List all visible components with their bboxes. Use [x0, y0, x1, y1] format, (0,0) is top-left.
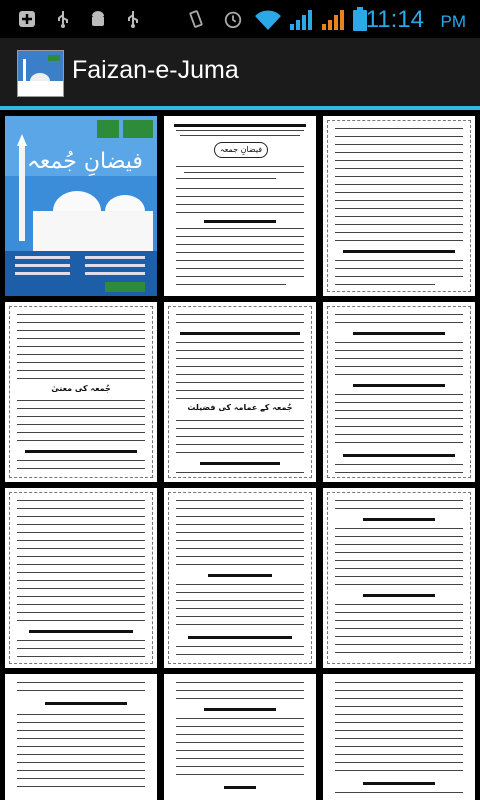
- status-time: 11:14: [365, 6, 424, 33]
- page-thumbnail-4[interactable]: [5, 302, 157, 482]
- action-bar: [0, 38, 480, 110]
- page-thumbnail-2[interactable]: [164, 116, 316, 296]
- page-thumbnail-7[interactable]: [5, 488, 157, 668]
- page-label: فیضانِ جمعہ: [214, 142, 268, 158]
- page-thumbnail-12[interactable]: [323, 674, 475, 800]
- wifi-icon: [254, 9, 282, 31]
- page-thumbnail-10[interactable]: [5, 674, 157, 800]
- page-thumbnail-9[interactable]: [323, 488, 475, 668]
- page-thumbnail-11[interactable]: [164, 674, 316, 800]
- app-title: Faizan-e-Juma: [72, 56, 239, 84]
- vibrate-icon: [185, 9, 207, 29]
- page-heading: جُمعہ کی معنیٰ: [51, 384, 111, 393]
- page-thumbnail-1[interactable]: [5, 116, 157, 296]
- page-thumbnail-8[interactable]: [164, 488, 316, 668]
- usb-icon: [53, 9, 73, 29]
- status-bar: [0, 0, 480, 38]
- page-thumbnail-6[interactable]: [323, 302, 475, 482]
- signal-icon: [289, 9, 313, 31]
- add-icon: [17, 9, 37, 29]
- status-ampm: PM: [440, 12, 466, 31]
- signal-icon-2: [321, 9, 345, 31]
- page-thumbnail-5[interactable]: [164, 302, 316, 482]
- usb-icon: [123, 9, 143, 29]
- book-cover-icon[interactable]: [17, 50, 64, 97]
- cover-title: فیضانِ جُمعہ: [27, 149, 143, 174]
- alarm-icon: [222, 9, 244, 29]
- cover-art: [5, 116, 157, 296]
- android-icon: [88, 9, 108, 29]
- page-heading: جُمعہ کے عمامہ کی فضیلت: [187, 403, 293, 412]
- page-thumbnail-3[interactable]: [323, 116, 475, 296]
- page-thumbnail-grid: [0, 110, 480, 800]
